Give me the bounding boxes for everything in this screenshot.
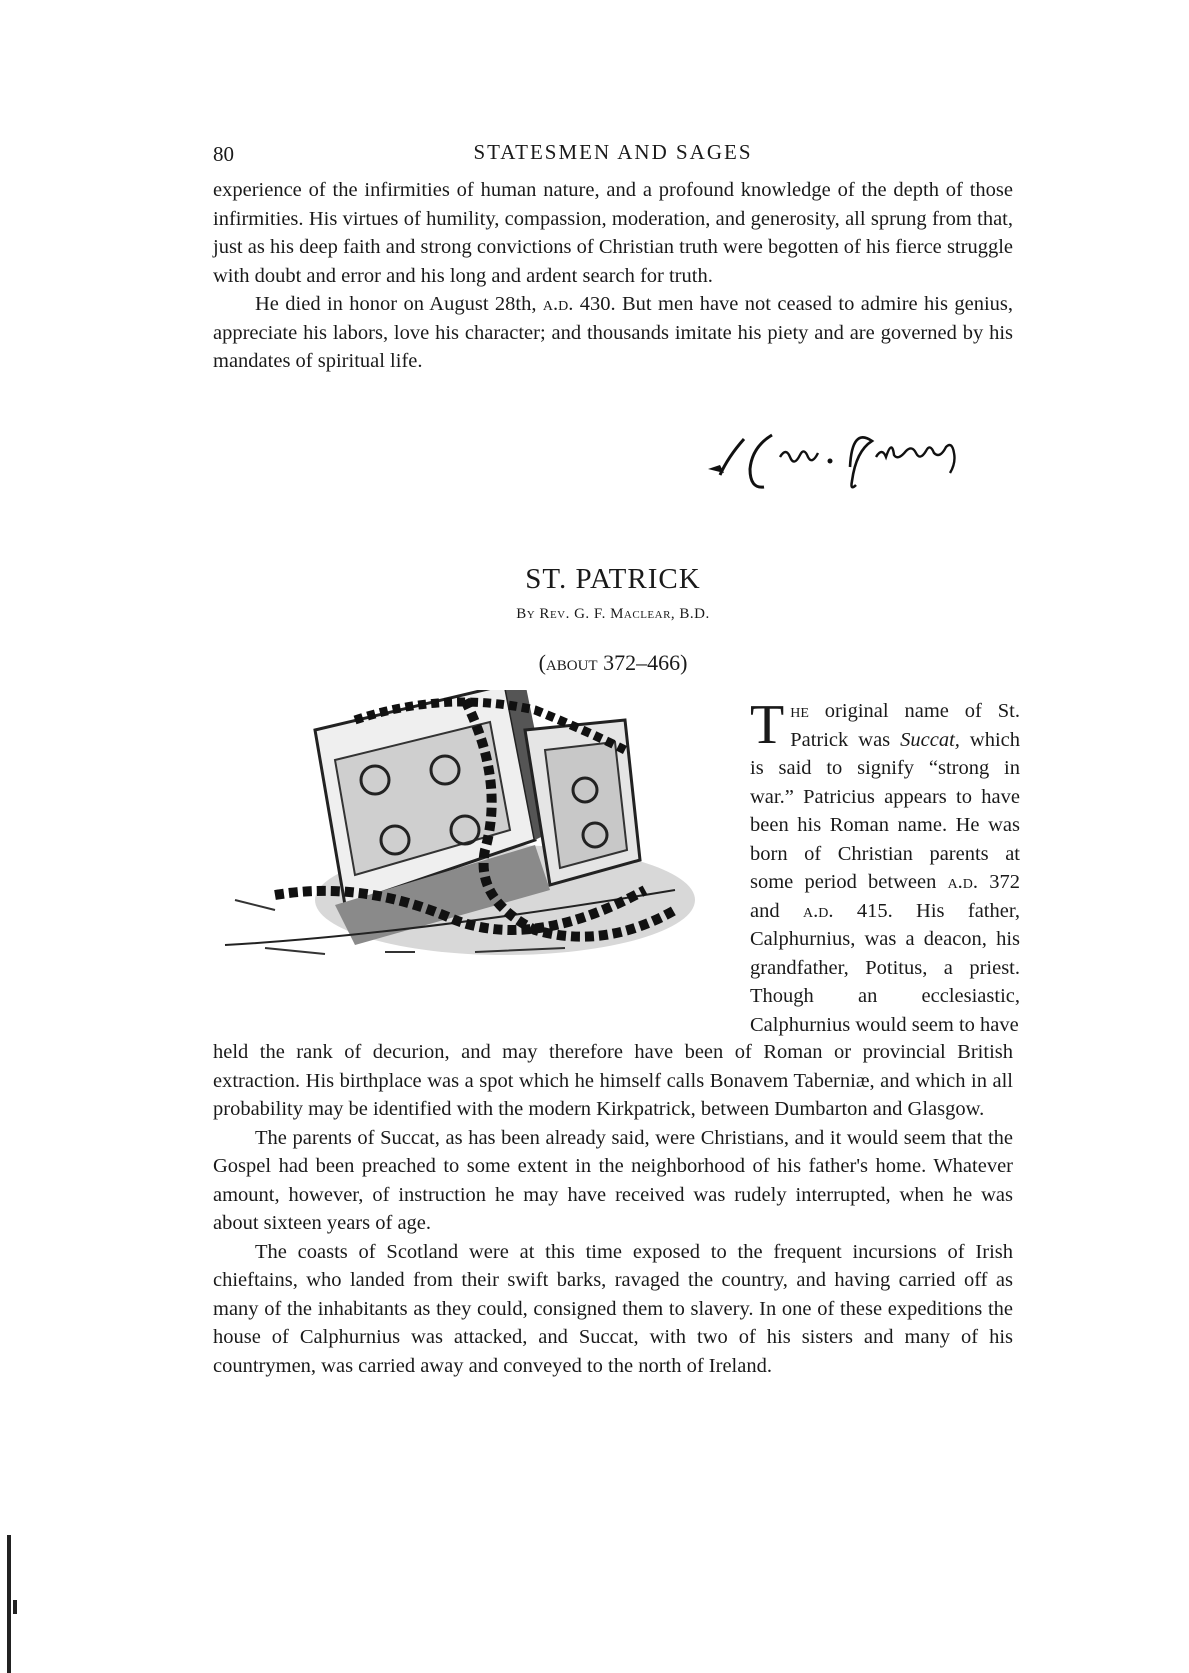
era-abbreviation: a.d.: [947, 871, 979, 893]
running-title: STATESMEN AND SAGES: [473, 140, 753, 164]
running-head: [213, 138, 1013, 170]
drop-cap: T: [750, 694, 785, 756]
text-run: He died in honor on August 28th,: [255, 293, 543, 315]
book-and-rosary-illustration: [205, 690, 735, 1015]
article-byline: By Rev. G. F. Maclear, B.D.: [516, 606, 710, 622]
article-intro-paragraph: [750, 694, 1020, 1039]
era-abbreviation: a.d.: [802, 899, 834, 922]
italic-name: Succat,: [900, 728, 960, 751]
text-run: which is said to signify “strong in war.” Patricius appears to have been his Roman name. He was born of Christian parents at some period between: [750, 728, 1020, 893]
body-paragraph: The parents of Succat, as has been already said, were Christians, and it would seem that the Gospel had been preached to some extent in the neighborhood of his father's home. Whatever amount, however, of instruction he may have received was rudely interrupted, when he was about sixteen years of age.: [213, 1126, 1013, 1234]
text-run: 372 and: [750, 871, 1020, 922]
article-title: ST. PATRICK: [525, 563, 701, 595]
previous-paragraph-2: [213, 290, 1013, 376]
intro-continuation: held the rank of decurion, and may therefore have been of Roman or provincial British extraction. His birthplace was a spot which he himself calls Bonavem Taberniæ, and which in all probability may be identified with the modern Kirkpatrick, between Dumbarton and Glasgow.: [213, 1041, 1013, 1120]
text-run: 415. His father, Calphurnius, was a deacon, his grandfather, Potitus, a priest. Though an ecclesiastic, Calphurnius would seem to have: [750, 899, 1020, 1036]
previous-paragraph-1: experience of the infirmities of human nature, and a profound knowledge of the depth of those infirmities. His virtues of humility, compassion, moderation, and generosity, all sprung from that, just as his deep faith and strong convictions of Christian truth were begotten of his fierce struggle with doubt and error and his long and ardent search for truth.: [213, 179, 1013, 287]
body-paragraph: The coasts of Scotland were at this time exposed to the frequent incursions of Irish chieftains, who landed from their swift barks, ravaged the country, and having carried off as many of the inhabitants as they could, consigned them to slavery. In one of these expeditions the house of Calphurnius was attacked, and Succat, with two of his sisters and many of his countrymen, was carried away and conveyed to the north of Ireland.: [213, 1240, 1013, 1377]
page-number: 80: [213, 142, 234, 166]
first-word: he: [790, 700, 809, 722]
scan-margin-mark: [13, 1600, 17, 1614]
article-body: [213, 1038, 1013, 1380]
previous-article-text: [213, 176, 1013, 376]
scan-margin-mark: [7, 1535, 11, 1673]
text-run: 430. But men have not ceased to admire his genius, appreciate his labors, love his character; and thousands imitate his piety and are governed by his mandates of spiritual life.: [213, 293, 1013, 372]
signature-image: [700, 417, 1060, 507]
article-dates: (about 372–466): [538, 650, 688, 675]
era-abbreviation: a.d.: [542, 293, 574, 315]
text-run: original name of St. Patrick was: [790, 700, 1020, 751]
